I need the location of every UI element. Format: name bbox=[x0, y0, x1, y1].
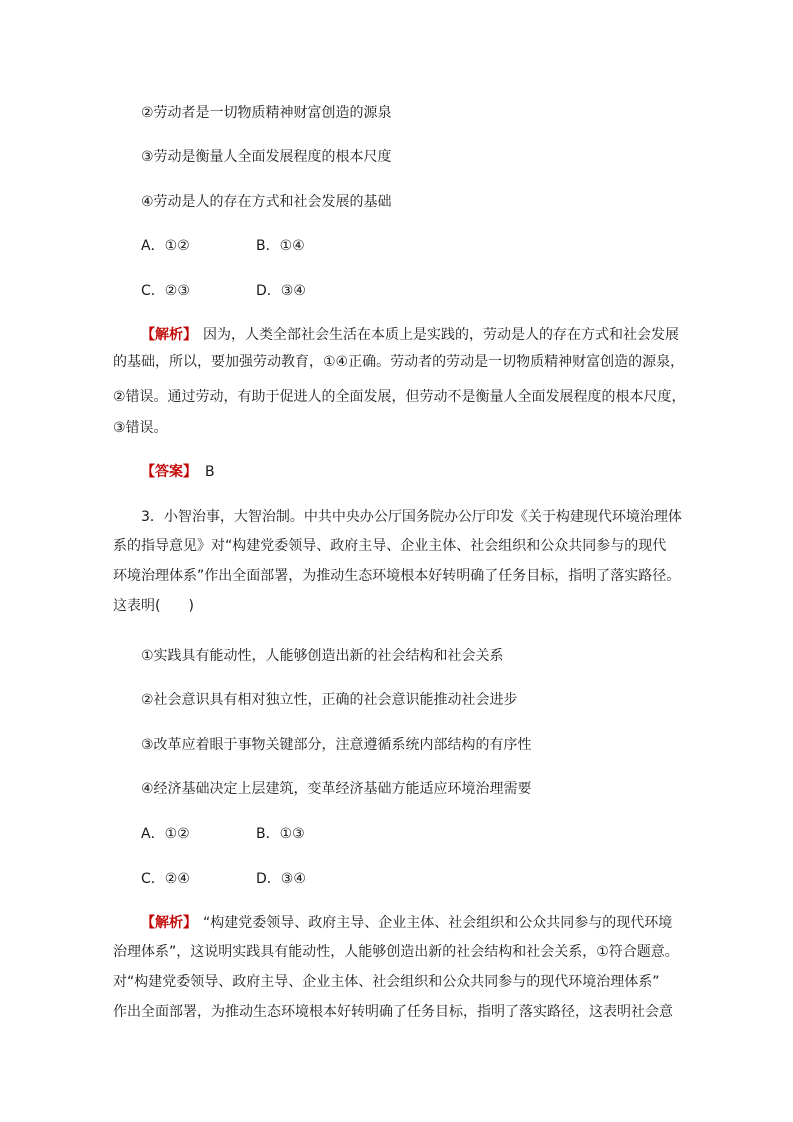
q3-stem-line-1: 3．小智治事，大智治制。中共中央办公厅国务院办公厅印发《关于构建现代环境治理体 bbox=[141, 509, 682, 525]
prev-choice-b: B．①④ bbox=[256, 238, 305, 254]
q3-choice-row-1 bbox=[141, 824, 441, 844]
prev-answer bbox=[141, 462, 215, 482]
prev-option-3: ③劳动是衡量人全面发展程度的根本尺度 bbox=[141, 149, 392, 165]
prev-choice-a: A．①② bbox=[141, 238, 190, 254]
q3-analysis-line-3: 对“构建党委领导、政府主导、企业主体、社会组织和公众共同参与的现代环境治理体系” bbox=[113, 974, 660, 990]
q3-option-2: ②社会意识具有相对独立性，正确的社会意识能推动社会进步 bbox=[141, 692, 518, 708]
q3-analysis-line-1: 【解析】 “构建党委领导、政府主导、企业主体、社会组织和公众共同参与的现代环境 bbox=[141, 915, 673, 931]
q3-option-1: ①实践具有能动性，人能够创造出新的社会结构和社会关系 bbox=[141, 648, 504, 664]
prev-analysis-line-1: 【解析】 因为，人类全部社会生活在本质上是实践的，劳动是人的存在方式和社会发展 bbox=[141, 327, 679, 343]
q3-stem-line-4: 这表明( ) bbox=[113, 598, 194, 614]
analysis-label: 【解析】 bbox=[141, 327, 197, 343]
prev-choice-row-2 bbox=[141, 281, 441, 301]
q3-choice-c: C．②④ bbox=[141, 871, 190, 887]
prev-analysis-line-3: ②错误。通过劳动，有助于促进人的全面发展，但劳动不是衡量人全面发展程度的根本尺度， bbox=[113, 389, 686, 405]
prev-choice-row-1 bbox=[141, 236, 441, 256]
q3-choice-a: A．①② bbox=[141, 826, 190, 842]
q3-choice-row-2 bbox=[141, 869, 441, 889]
prev-option-2: ②劳动者是一切物质精神财富创造的源泉 bbox=[141, 105, 392, 121]
q3-choice-d: D．③④ bbox=[256, 871, 306, 887]
q3-option-4: ④经济基础决定上层建筑，变革经济基础方能适应环境治理需要 bbox=[141, 781, 532, 797]
q3-analysis-line-2: 治理体系”，这说明实践具有能动性，人能够创造出新的社会结构和社会关系，①符合题意。 bbox=[113, 944, 679, 960]
answer-label: 【答案】 bbox=[141, 464, 197, 480]
prev-choice-c: C．②③ bbox=[141, 283, 190, 299]
q3-stem-line-2: 系的指导意见》对“构建党委领导、政府主导、企业主体、社会组织和公众共同参与的现代 bbox=[113, 538, 667, 554]
prev-choice-d: D．③④ bbox=[256, 283, 306, 299]
prev-analysis-line-4: ③错误。 bbox=[113, 420, 168, 436]
answer-value: B bbox=[205, 464, 215, 480]
q3-option-3: ③改革应着眼于事物关键部分，注意遵循系统内部结构的有序性 bbox=[141, 737, 532, 753]
q3-analysis-line-4: 作出全面部署，为推动生态环境根本好转明确了任务目标，指明了落实路径，这表明社会意 bbox=[113, 1004, 673, 1020]
q3-choice-b: B．①③ bbox=[256, 826, 305, 842]
q3-analysis-label: 【解析】 bbox=[141, 915, 197, 931]
prev-option-4: ④劳动是人的存在方式和社会发展的基础 bbox=[141, 194, 392, 210]
prev-analysis-line-2: 的基础，所以，要加强劳动教育，①④正确。劳动者的劳动是一切物质精神财富创造的源泉， bbox=[113, 354, 685, 370]
q3-stem-line-3: 环境治理体系”作出全面部署，为推动生态环境根本好转明确了任务目标，指明了落实路径。 bbox=[113, 568, 681, 584]
